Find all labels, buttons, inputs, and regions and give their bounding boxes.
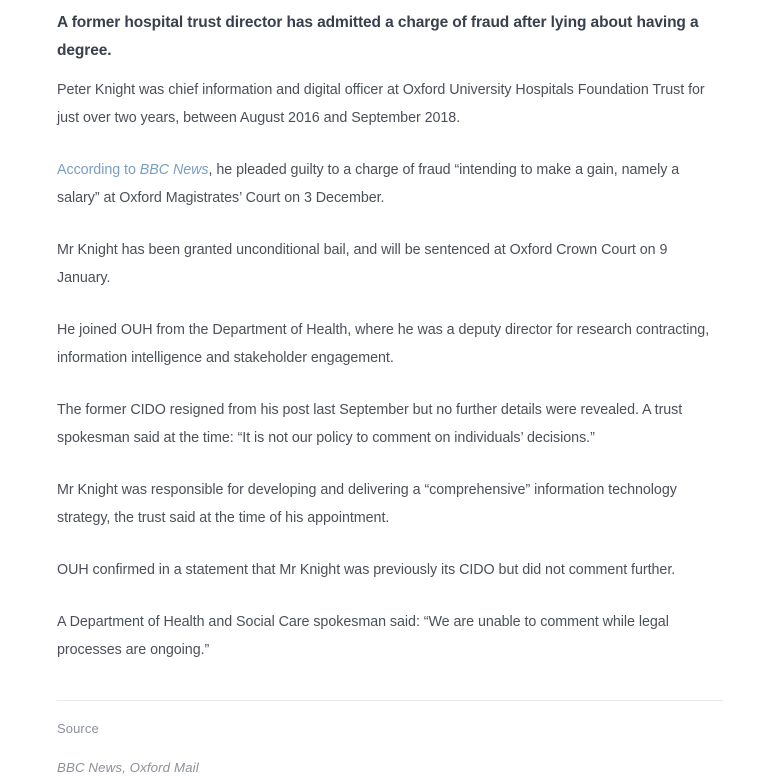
article-paragraph-7: OUH confirmed in a statement that Mr Knight was previously its CIDO but did not comment further.	[57, 562, 676, 578]
article-paragraph-3: Mr Knight has been granted unconditional bail, and will be sentenced at Oxford Crown Court on 9 January.	[57, 242, 668, 286]
bbc-news-source-link[interactable]	[57, 162, 209, 178]
article-heading: A former hospital trust director has admitted a charge of fraud after lying about having a degree.	[57, 14, 699, 59]
article-paragraph-2	[57, 132, 723, 212]
source-label: Source	[57, 721, 99, 736]
link-citation-text: BBC News	[139, 162, 209, 178]
link-prefix-text: According to	[57, 162, 140, 178]
article-paragraph-5: The former CIDO resigned from his post last September but no further details were revealed. A trust spokesman said at the time: “It is not our policy to comment on individuals’ decisions.”	[57, 402, 683, 446]
article-paragraph-4: He joined OUH from the Department of Health, where he was a deputy director for research contracting, information intelligence and stakeholder engagement.	[57, 322, 710, 366]
paragraph-2-remainder: , he pleaded guilty to a charge of fraud “intending to make a gain, namely a salary” at Oxford Magistrates’ Court on 3 December.	[57, 162, 680, 206]
article-body	[57, 76, 723, 664]
article-paragraph-1: Peter Knight was chief information and digital officer at Oxford University Hospitals Foundation Trust for just over two years, between August 2016 and September 2018.	[57, 82, 705, 126]
article-paragraph-6: Mr Knight was responsible for developing and delivering a “comprehensive” information technology strategy, the trust said at the time of his appointment.	[57, 482, 677, 526]
source-value: BBC News, Oxford Mail	[57, 760, 199, 775]
article-paragraph-8: A Department of Health and Social Care spokesman said: “We are unable to comment while legal processes are ongoing.”	[57, 614, 669, 658]
source-block	[57, 701, 723, 778]
